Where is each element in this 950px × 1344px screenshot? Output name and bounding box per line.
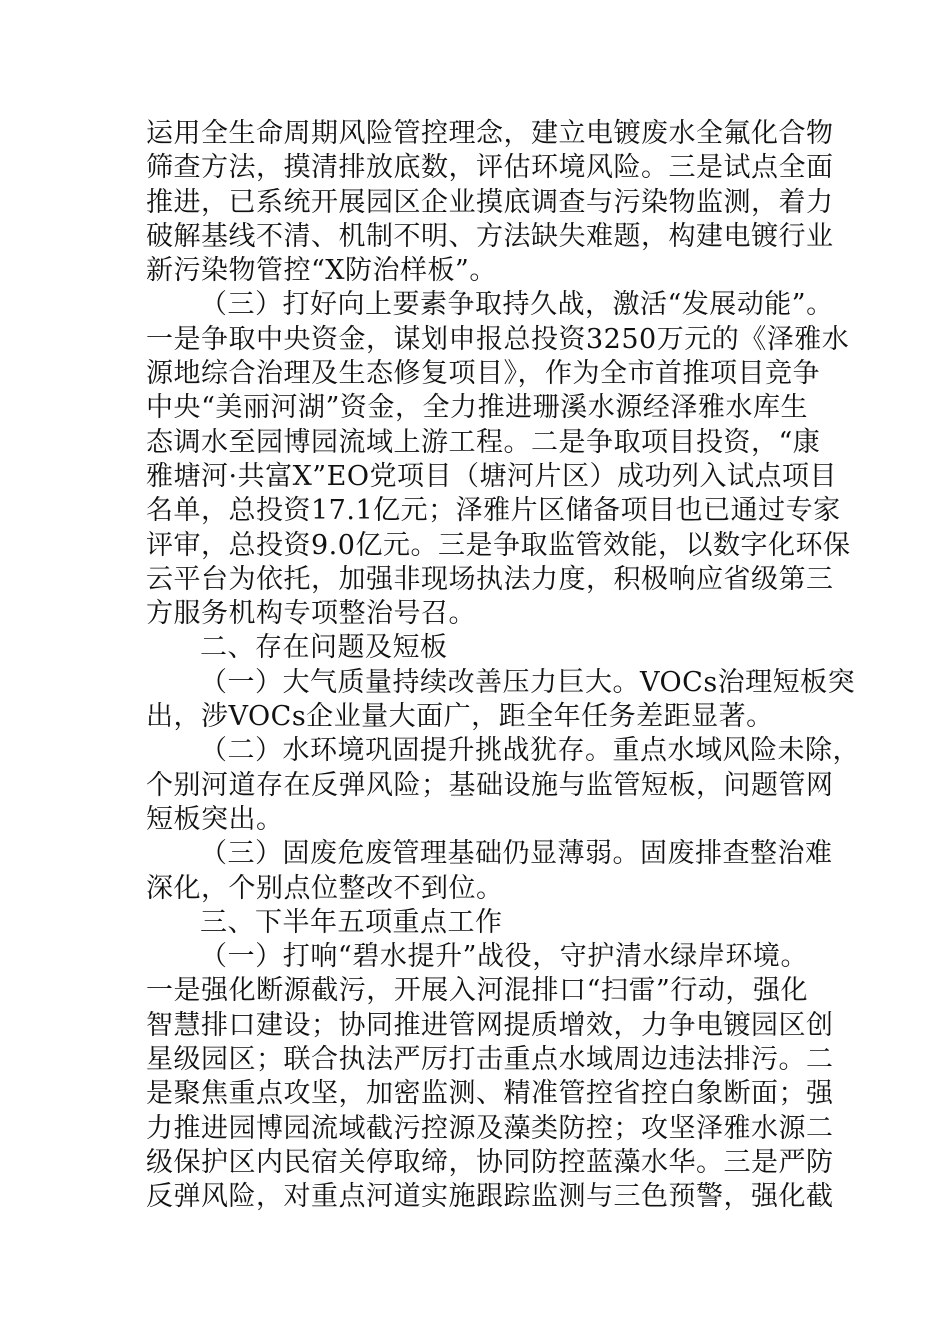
body-line: 运用全生命周期风险管控理念，建立电镀废水全氟化合物 xyxy=(146,118,834,149)
section-heading: 三、下半年五项重点工作 xyxy=(200,906,503,938)
body-line: 个别河道存在反弹风险；基础设施与监管短板，问题管网 xyxy=(146,769,834,801)
body-line: 中央“美丽河湖”资金，全力推进珊溪水源经泽雅水库生 xyxy=(146,392,808,424)
body-line: 态调水至园博园流域上游工程。二是争取项目投资，“康 xyxy=(146,426,821,458)
body-line: 筛查方法，摸清排放底数，评估环境风险。三是试点全面 xyxy=(146,152,834,184)
section-heading: 二、存在问题及短板 xyxy=(200,632,448,664)
body-line: 反弹风险，对重点河道实施跟踪监测与三色预警，强化截 xyxy=(146,1181,834,1213)
document-body xyxy=(146,117,860,1215)
body-line: 是聚焦重点攻坚，加密监测、精准管控省控白象断面；强 xyxy=(146,1078,834,1110)
body-line: 名单，总投资17.1亿元；泽雅片区储备项目也已通过专家 xyxy=(146,495,841,527)
body-line: 力推进园博园流域截污控源及藻类防控；攻坚泽雅水源二 xyxy=(146,1112,834,1144)
body-line: 深化，个别点位整改不到位。 xyxy=(146,872,504,904)
body-line: 智慧排口建设；协同推进管网提质增效，力争电镀园区创 xyxy=(146,1009,834,1041)
body-line: 云平台为依托，加强非现场执法力度，积极响应省级第三 xyxy=(146,563,834,595)
body-line: 星级园区；联合执法严厉打击重点水域周边违法排污。二 xyxy=(146,1044,834,1076)
body-line: 源地综合治理及生态修复项目》，作为全市首推项目竞争 xyxy=(146,358,820,390)
section-subheading: （二）水环境巩固提升挑战犹存。重点水域风险未除， xyxy=(200,735,860,767)
section-subheading: （三）打好向上要素争取持久战，激活“发展动能”。 xyxy=(200,289,834,321)
body-line: 方服务机构专项整治号召。 xyxy=(146,598,476,630)
section-subheading: （一）打响“碧水提升”战役，守护清水绿岸环境。 xyxy=(200,941,808,973)
body-line: 推进，已系统开展园区企业摸底调查与污染物监测，着力 xyxy=(146,186,834,218)
body-line: 级保护区内民宿关停取缔，协同防控蓝藻水华。三是严防 xyxy=(146,1146,834,1178)
body-line: 一是争取中央资金，谋划申报总投资3250万元的《泽雅水 xyxy=(146,323,850,355)
body-line: 新污染物管控“X防治样板”。 xyxy=(146,255,497,287)
section-subheading: （三）固废危废管理基础仍显薄弱。固废排查整治难 xyxy=(200,838,833,870)
body-line: 雅塘河·共富X”EO党项目（塘河片区）成功列入试点项目 xyxy=(146,460,837,492)
body-line: 一是强化断源截污，开展入河混排口“扫雷”行动，强化 xyxy=(146,975,808,1007)
body-line: 破解基线不清、机制不明、方法缺失难题，构建电镀行业 xyxy=(146,220,834,252)
body-line: 短板突出。 xyxy=(146,803,284,835)
body-line: 出，涉VOCs企业量大面广，距全年任务差距显著。 xyxy=(146,701,774,733)
section-subheading: （一）大气质量持续改善压力巨大。VOCs治理短板突 xyxy=(200,666,856,698)
body-line: 评审，总投资9.0亿元。三是争取监管效能，以数字化环保 xyxy=(146,529,851,561)
